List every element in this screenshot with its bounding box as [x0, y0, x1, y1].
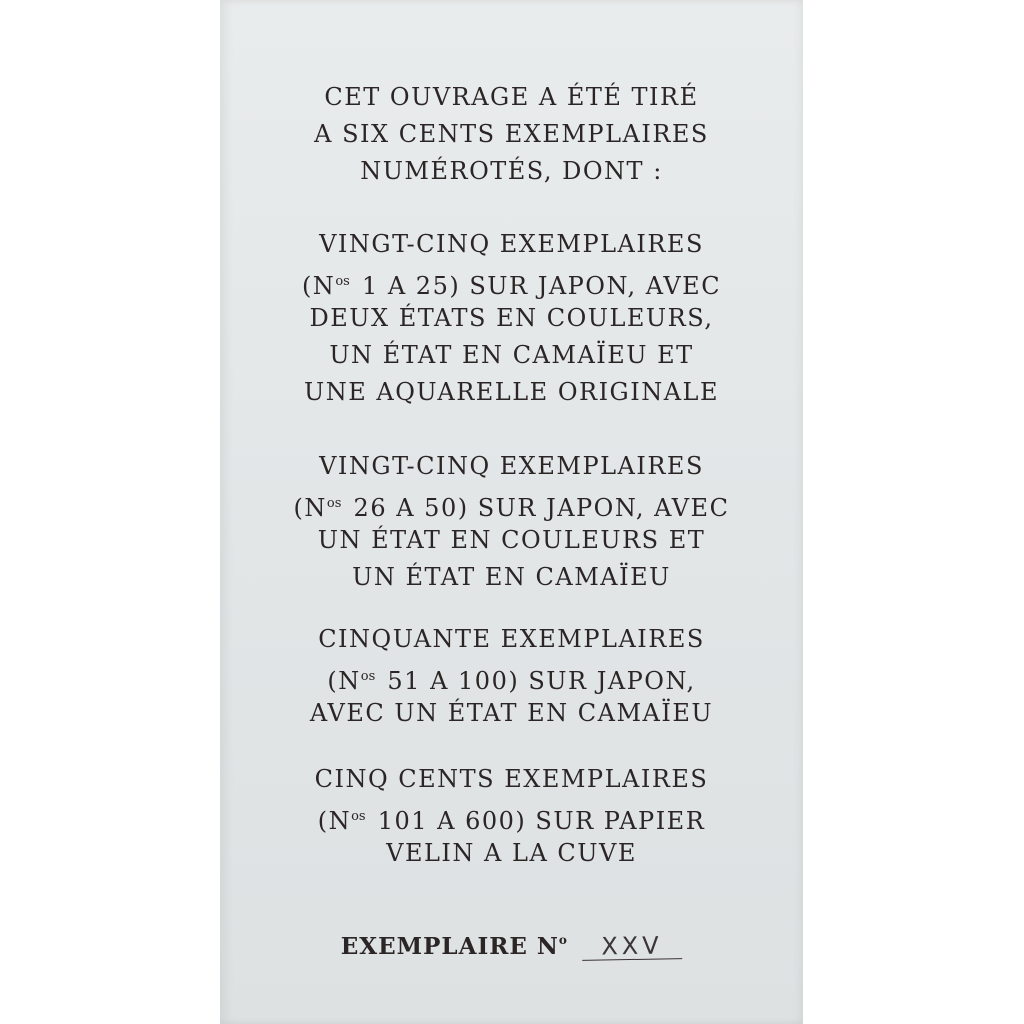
edition-numbers-line: ($N^{os}$ 1 A 25) SUR JAPON, AVEC: [301, 272, 722, 300]
edition-line: CINQUANTE EXEMPLAIRES: [318, 625, 705, 653]
edition-numbers-line: ($N^{os}$ 51 A 100) SUR JAPON,: [327, 667, 696, 695]
edition-line: AVEC UN ÉTAT EN CAMAÏEU: [309, 699, 714, 727]
book-page: [220, 0, 803, 1024]
intro-line: NUMÉROTÉS, DONT :: [360, 157, 663, 185]
edition-velin: [220, 761, 803, 872]
copy-number-line: [220, 922, 803, 959]
edition-line: UNE AQUARELLE ORIGINALE: [304, 378, 719, 406]
intro-line: A SIX CENTS EXEMPLAIRES: [314, 120, 709, 148]
edition-numbers-line: ($N^{os}$ 101 A 600) SUR PAPIER: [317, 807, 706, 835]
edition-line: DEUX ÉTATS EN COULEURS,: [309, 304, 714, 332]
edition-japon-couleurs: [220, 448, 803, 596]
edition-line: VELIN A LA CUVE: [386, 839, 637, 867]
edition-line: VINGT-CINQ EXEMPLAIRES: [319, 230, 704, 258]
justification-intro: [220, 79, 803, 190]
edition-line: VINGT-CINQ EXEMPLAIRES: [319, 452, 704, 480]
copy-label: EXEMPLAIRE N: [340, 933, 559, 960]
intro-line: CET OUVRAGE A ÉTÉ TIRÉ: [324, 83, 699, 111]
copy-number-handwritten: XXV: [582, 932, 682, 961]
edition-line: CINQ CENTS EXEMPLAIRES: [314, 765, 709, 793]
edition-japon-camaieu: [220, 621, 803, 732]
edition-numbers-line: ($N^{os}$ 26 A 50) SUR JAPON, AVEC: [293, 494, 730, 522]
edition-line: UN ÉTAT EN COULEURS ET: [317, 526, 706, 554]
edition-line: UN ÉTAT EN CAMAÏEU: [352, 563, 671, 591]
copy-label-sup: o: [558, 933, 567, 947]
edition-line: UN ÉTAT EN CAMAÏEU ET: [329, 341, 694, 369]
edition-japon-aquarelle: [220, 226, 803, 411]
